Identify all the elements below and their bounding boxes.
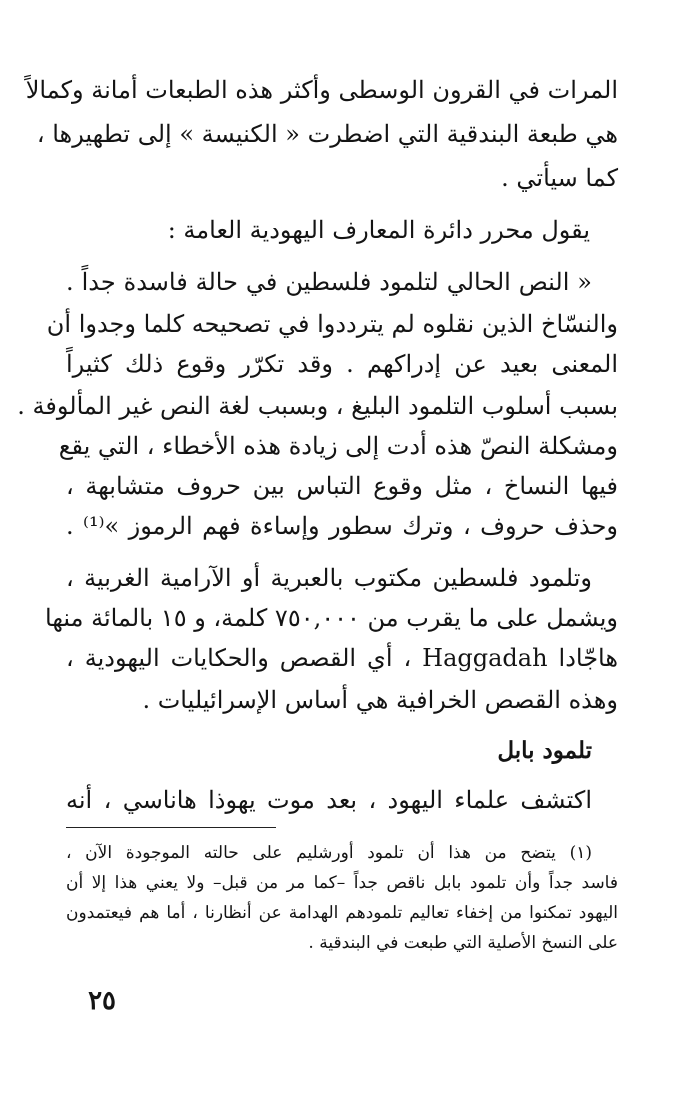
page-number: ٢٥ xyxy=(88,986,116,1016)
text-line: هاجّادا Haggadah ، أي القصص والحكايات اليهودية ، xyxy=(66,644,618,672)
section-heading: تلمود بابل xyxy=(497,737,592,764)
footnote-divider xyxy=(66,827,276,828)
text-line: كما سيأتي . xyxy=(501,164,618,192)
text-line: « النص الحالي لتلمود فلسطين في حالة فاسدة جداً . xyxy=(66,268,592,296)
text-line: بسبب أسلوب التلمود البليغ ، وبسبب لغة النص غير المألوفة . xyxy=(17,392,618,420)
text-line: فيها النساخ ، مثل وقوع التباس بين حروف متشابهة ، xyxy=(66,472,618,500)
text-line: المرات في القرون الوسطى وأكثر هذه الطبعات أمانة وكمالاً xyxy=(25,76,618,104)
text-line: المعنى بعيد عن إدراكهم . وقد تكرّر وقوع ذلك كثيراً xyxy=(66,350,618,378)
text-line: اكتشف علماء اليهود ، بعد موت يهوذا هاناسي ، أنه xyxy=(66,786,592,814)
text-line: وهذه القصص الخرافية هي أساس الإسرائيليات . xyxy=(142,686,618,714)
text-line: ويشمل على ما يقرب من ٧٥٠,٠٠٠ كلمة، و ١٥ بالمائة منها xyxy=(45,604,618,632)
text-line: والنسّاخ الذين نقلوه لم يترددوا في تصحيحه كلما وجدوا أن xyxy=(46,310,618,338)
text-line: وتلمود فلسطين مكتوب بالعبرية أو الآرامية الغربية ، xyxy=(66,564,592,592)
text-line: ومشكلة النصّ هذه أدت إلى زيادة هذه الأخطاء ، التي يقع xyxy=(58,432,618,460)
text-line: هي طبعة البندقية التي اضطرت « الكنيسة » إلى تطهيرها ، xyxy=(36,120,618,148)
text-line: يقول محرر دائرة المعارف اليهودية العامة : xyxy=(167,216,590,244)
text-line: وحذف حروف ، وترك سطور وإساءة فهم الرموز »⁽¹⁾ . xyxy=(66,512,619,540)
footnote-line: (١) يتضح من هذا أن تلمود أورشليم على حالته الموجودة الآن ، xyxy=(66,843,592,863)
footnote-line: على النسخ الأصلية التي طبعت في البندقية . xyxy=(308,933,618,953)
footnote-line: اليهود تمكنوا من إخفاء تعاليم تلمودهم الهدامة عن أنظارنا ، أما هم فيعتمدون xyxy=(66,903,618,923)
footnote-line: فاسد جداً وأن تلمود بابل ناقص جداً –كما مر من قبل– ولا يعني هذا إلا أن xyxy=(66,873,618,893)
